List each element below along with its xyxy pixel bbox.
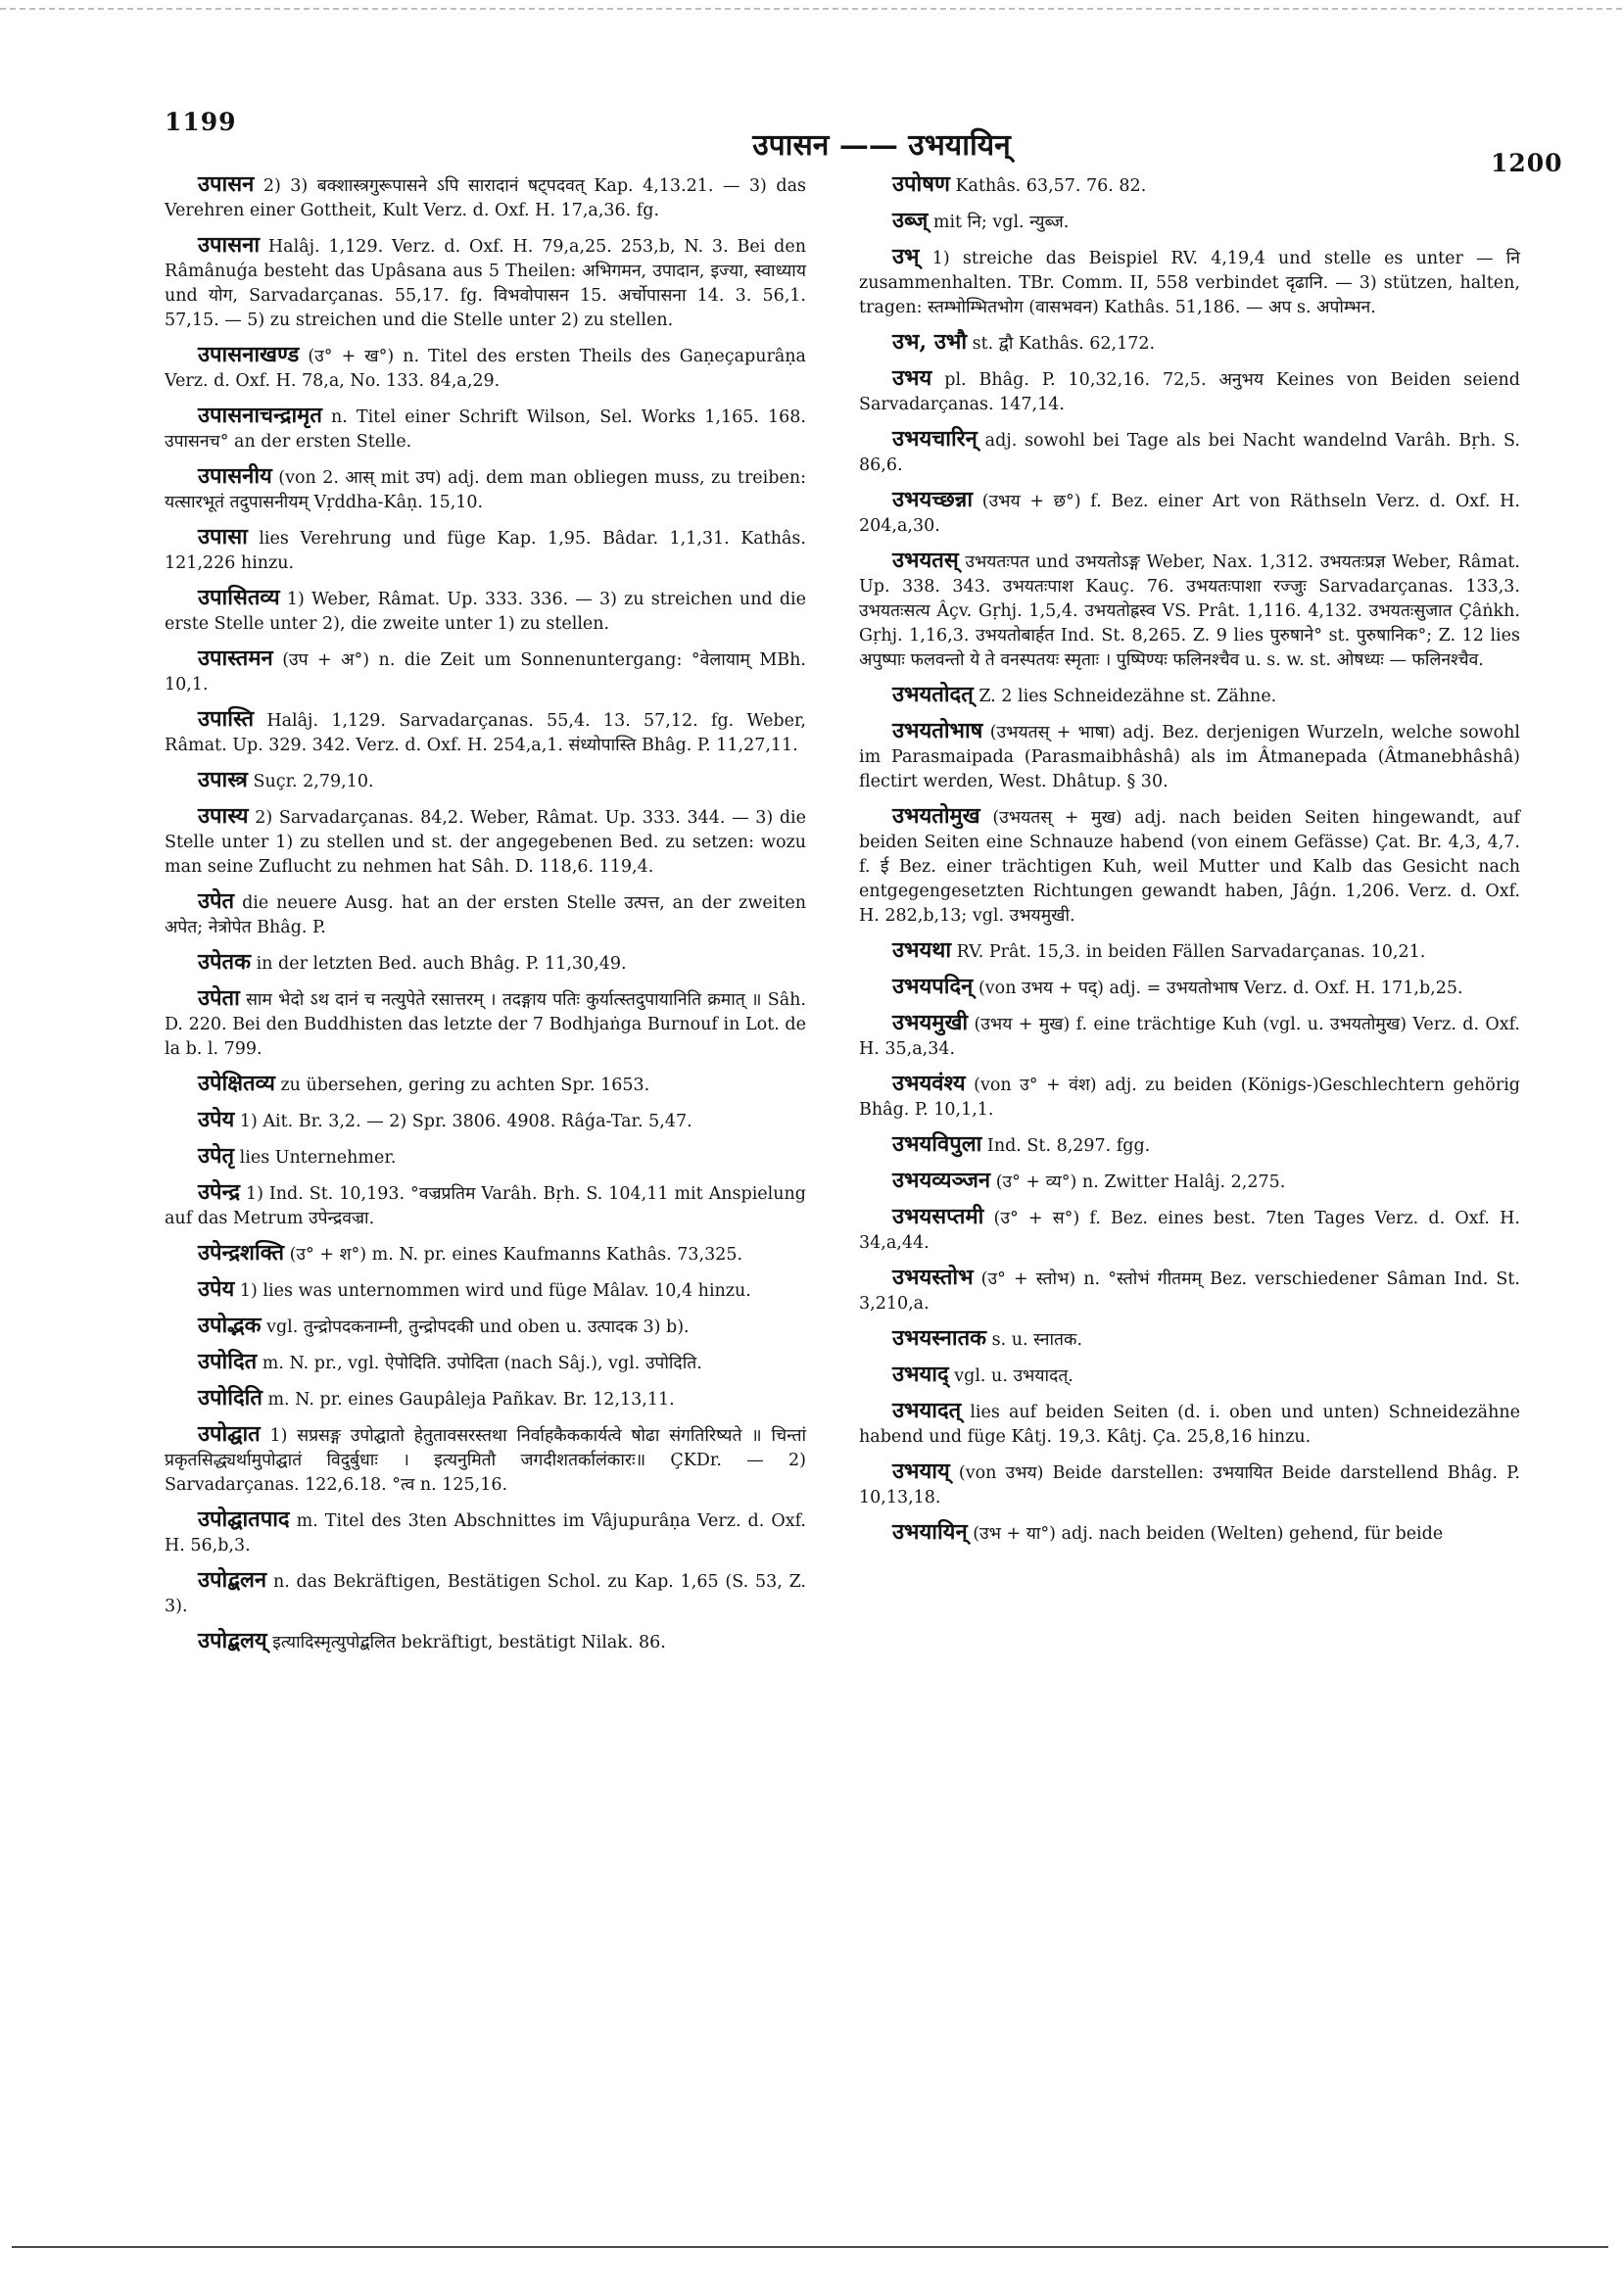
entry-text: (von 2. आस् mit उप) adj. dem man obliegen muss, zu treiben: यत्सारभूतं तदुपासनीयम् Vṛddha-Kâṇ. 15,10. (165, 468, 806, 512)
entry-text: (उभय + मुख) f. eine trächtige Kuh (vgl. u. उभयतोमुख) Verz. d. Oxf. H. 35,a,34. (859, 1015, 1520, 1059)
dictionary-entry (859, 804, 1520, 929)
entry-text: (उ° + स्तोभ) n. °स्तोभं गीतमम् Bez. verschiedener Sâman Ind. St. 3,210,a. (859, 1269, 1520, 1314)
entry-headword: उभयवंश्य (892, 1071, 966, 1096)
entry-text: m. N. pr. eines Gaupâleja Pañkav. Br. 12,13,11. (267, 1390, 675, 1410)
right-column (859, 172, 1520, 1556)
dictionary-entry (859, 1072, 1520, 1123)
entry-headword: उभयतस् (892, 548, 959, 573)
entry-text: vgl. u. उभयादत्. (954, 1366, 1073, 1386)
entry-text: 1) lies was unternommen wird und füge Mâlav. 10,4 hinzu. (239, 1281, 751, 1301)
dictionary-entry (859, 938, 1520, 965)
entry-headword: उभय (892, 365, 932, 391)
page-number-left: 1199 (165, 108, 237, 136)
entry-text: m. N. pr., vgl. ऐपोदिति. उपोदिता (nach Sâj.), vgl. उपोदिति. (262, 1354, 702, 1373)
entry-text: (von उभय) Beide darstellen: उभयायित Beide darstellend Bhâg. P. 10,13,18. (859, 1463, 1520, 1507)
dictionary-entry (859, 1520, 1520, 1547)
entry-headword: उपासन (198, 171, 255, 197)
entry-headword: उभयथा (892, 937, 952, 963)
entry-headword: उपोदित (198, 1349, 258, 1374)
dictionary-entry (165, 586, 806, 637)
dictionary-entry (859, 488, 1520, 539)
entry-text: साम भेदो ऽथ दानं च नत्युपेते रसात्तरम् । तदङ्गाय पतिः कुर्यात्स्तदुपायानिति क्रमात् ॥ Sâh. D. 220. Bei den Buddhisten das letzte der 7 Bodhjaṅga Burnouf in Lot. de la b. l. 799. (165, 990, 806, 1059)
entry-text: RV. Prât. 15,3. in beiden Fällen Sarvadarçanas. 10,21. (956, 942, 1426, 962)
dictionary-entry (859, 1169, 1520, 1195)
entry-headword: उपेक्षितव्य (198, 1071, 275, 1096)
entry-text: 1) सप्रसङ्ग उपोद्घातो हेतुतावसरस्तथा निर्वाहकैककार्यत्वे षोढा संगतिरिष्यते ॥ चिन्तां प्रकृतसिद्ध्यर्थामुपोद्घातं विदुर्बुधाः । इत्यनुमितौ जगदीशतर्कालंकारः॥ ÇKDr. — 2) Sarvadarçanas. 122,6.18. °त्व n. 125,16. (165, 1426, 806, 1495)
entry-headword: उपेतक (198, 949, 251, 975)
entry-text: (उभयतस् + मुख) adj. nach beiden Seiten hingewandt, auf beiden Seiten eine Schnauze habend (von einem Gefässe) Çat. Br. 4,3, 4,7. f. ई Bez. einer trächtigen Kuh, weil Mutter und Kalb das Gesicht nach entgegengesetzten Richtungen gewandt haben, Jâǵn. 1,206. Verz. d. Oxf. H. 282,b,13; vgl. उभयमुखी. (859, 808, 1520, 926)
entry-text: s. u. स्नातक. (991, 1330, 1083, 1350)
entry-text: Suçr. 2,79,10. (253, 772, 374, 791)
entry-text: (von उ° + वंश) adj. zu beiden (Königs-)Geschlechtern gehörig Bhâg. P. 10,1,1. (859, 1076, 1520, 1120)
dictionary-entry (165, 464, 806, 515)
entry-text: उभयतःपत und उभयतोऽङ्ग Weber, Nax. 1,312. उभयतःप्रज्ञ Weber, Râmat. Up. 338. 343. उभयतःपाश Kauç. 76. उभयतःपाशा रज्जुः Sarvadarçanas. 133,3. उभयतःसत्य Âçv. Gṛhj. 1,5,4. उभयतोह्रस्व VS. Prât. 1,116. 4,132. उभयतःसुजात Çâṅkh. Gṛhj. 1,16,3. उभयतोबार्हत Ind. St. 8,265. Z. 9 lies पुरुषाने° st. पुरुषानिक°; Z. 12 lies अपुष्पाः फलवन्तो ये ते वनस्पतयः स्मृताः । पुष्पिण्यः फलिनश्चैव u. s. w. st. ओषध्यः — फलिनश्चैव. (859, 552, 1520, 670)
entry-headword: उपासनीय (198, 463, 272, 489)
entry-headword: उपोद्बलय् (198, 1628, 267, 1653)
dictionary-entry (859, 975, 1520, 1001)
dictionary-entry (859, 1363, 1520, 1389)
entry-text: die neuere Ausg. hat an der ersten Stelle उत्पत्त, an der zweiten अपेत; नेत्रोपेत Bhâg. P. (165, 893, 806, 937)
entry-text: Kathâs. 63,57. 76. 82. (955, 176, 1147, 196)
entry-headword: उपेता (198, 985, 240, 1011)
entry-headword: उब्ज् (892, 208, 929, 233)
entry-text: adj. sowohl bei Tage als bei Nacht wandelnd Varâh. Bṛh. S. 86,6. (859, 431, 1520, 475)
dictionary-entry (165, 646, 806, 697)
dictionary-entry (859, 1011, 1520, 1062)
running-head: उपासन —— उभयायिन् (752, 128, 1011, 163)
entry-text: (उप + अ°) n. die Zeit um Sonnenuntergang: °वेलायाम् MBh. 10,1. (165, 650, 806, 694)
dictionary-entry (165, 1277, 806, 1304)
entry-headword: उभ, उभौ (892, 329, 968, 355)
entry-headword: उपेतृ (198, 1143, 235, 1169)
entry-text: m. Titel des 3ten Abschnittes im Vâjupurâṇa Verz. d. Oxf. H. 56,b,3. (165, 1511, 806, 1555)
dictionary-entry (165, 1144, 806, 1171)
entry-text: lies Unternehmer. (239, 1148, 397, 1168)
entry-headword: उभयाय् (892, 1459, 950, 1484)
page-number-right: 1200 (1491, 149, 1563, 177)
entry-headword: उभयपदिन् (892, 974, 974, 999)
entry-text: in der letzten Bed. auch Bhâg. P. 11,30,49. (256, 954, 627, 974)
dictionary-entry (165, 1180, 806, 1231)
dictionary-entry (859, 172, 1520, 199)
dictionary-entry (165, 768, 806, 794)
entry-headword: उभयमुखी (892, 1010, 969, 1035)
entry-text: zu übersehen, gering zu achten Spr. 1653. (280, 1076, 650, 1095)
entry-headword: उपेय (198, 1107, 235, 1132)
entry-text: Halâj. 1,129. Verz. d. Oxf. H. 79,a,25. 253,b, N. 3. Bei den Râmânuǵa besteht das Upâsana aus 5 Theilen: अभिगमन, उपादान, इज्या, स्वाध्याय und योग, Sarvadarçanas. 55,17. fg. विभवोपासन 15. अर्चोपासना 14. 3. 56,1. 57,15. — 5) zu streichen und die Stelle unter 2) zu stellen. (165, 237, 806, 330)
entry-text: इत्यादिस्मृत्युपोद्बलित bekräftigt, bestätigt Nilak. 86. (272, 1633, 666, 1652)
entry-text: Halâj. 1,129. Sarvadarçanas. 55,4. 13. 57,12. fg. Weber, Râmat. Up. 329. 342. Verz. d. Oxf. H. 254,a,1. संध्योपास्ति Bhâg. P. 11,27,11. (165, 711, 806, 755)
dictionary-entry (859, 1459, 1520, 1510)
entry-headword: उभयचारिन् (892, 426, 978, 452)
dictionary-entry (165, 1507, 806, 1558)
dictionary-entry (165, 404, 806, 454)
dictionary-entry (165, 233, 806, 333)
entry-headword: उभयसप्तमी (892, 1204, 984, 1229)
entry-text: st. द्वौ Kathâs. 62,172. (972, 334, 1156, 354)
entry-headword: उभयव्यञ्जन (892, 1168, 991, 1193)
entry-text: (उ° + व्य°) n. Zwitter Halâj. 2,275. (995, 1172, 1286, 1192)
entry-text: (उ° + ख°) n. Titel des ersten Theils des Gaṇeçapurâṇa Verz. d. Oxf. H. 78,a, No. 133. 84,a,29. (165, 347, 806, 391)
dictionary-entry (165, 343, 806, 394)
entry-headword: उभ् (892, 244, 920, 269)
dictionary-entry (165, 1314, 806, 1340)
dictionary-entry (165, 1422, 806, 1498)
entry-headword: उभयविपुला (892, 1131, 982, 1157)
entry-text: (उभ + या°) adj. nach beiden (Welten) gehend, für beide (973, 1524, 1444, 1544)
entry-headword: उपास्तमन (198, 646, 273, 671)
entry-headword: उभयादत् (892, 1398, 962, 1423)
entry-headword: उपोद्घात (198, 1421, 261, 1447)
dictionary-entry (165, 525, 806, 576)
dictionary-entry (165, 1241, 806, 1268)
dictionary-entry (859, 366, 1520, 417)
entry-text: 1) Ind. St. 10,193. °वज्रप्रतिम Varâh. Bṛh. S. 104,11 mit Anspielung auf das Metrum उपेन्द्रवज्रा. (165, 1184, 806, 1228)
dictionary-entry (859, 1326, 1520, 1353)
entry-text: 2) Sarvadarçanas. 84,2. Weber, Râmat. Up. 333. 344. — 3) die Stelle unter 1) zu stellen und st. der angegebenen Bed. zu setzen: wozu man seine Zuflucht zu nehmen hat Sâh. D. 118,6. 119,4. (165, 808, 806, 877)
entry-text: lies auf beiden Seiten (d. i. oben und unten) Schneidezähne habend und füge Kâtj. 19,3. Kâtj. Ça. 25,8,16 hinzu. (859, 1403, 1520, 1447)
entry-text: (von उभय + पद्) adj. = उभयतोभाष Verz. d. Oxf. H. 171,b,25. (978, 979, 1463, 998)
entry-text: (उ° + स°) f. Bez. eines best. 7ten Tages Verz. d. Oxf. H. 34,a,44. (859, 1209, 1520, 1253)
entry-text: (उभय + छ°) f. Bez. einer Art von Räthseln Verz. d. Oxf. H. 204,a,30. (859, 492, 1520, 536)
dictionary-entry (859, 1266, 1520, 1316)
entry-text: lies Verehrung und füge Kap. 1,95. Bâdar. 1,1,31. Kathâs. 121,226 hinzu. (165, 529, 806, 573)
entry-headword: उपेय (198, 1276, 235, 1302)
entry-headword: उपासनाचन्द्रामृत (198, 403, 322, 428)
dictionary-entry (165, 707, 806, 758)
dictionary-entry (859, 330, 1520, 357)
dictionary-entry (165, 804, 806, 880)
entry-headword: उपास्ति (198, 706, 255, 732)
dictionary-entry (165, 1108, 806, 1134)
entry-headword: उपेन्द्र (198, 1179, 241, 1205)
entry-headword: उपास्य (198, 803, 249, 829)
entry-headword: उभयाद् (892, 1362, 949, 1387)
entry-headword: उपासितव्य (198, 585, 280, 610)
entry-headword: उपोदिति (198, 1385, 262, 1411)
entry-text: 1) Weber, Râmat. Up. 333. 336. — 3) zu streichen und die erste Stelle unter 2), die zweite unter 1) zu stellen. (165, 590, 806, 634)
dictionary-entry (859, 209, 1520, 235)
dictionary-entry (165, 1350, 806, 1376)
entry-headword: उभयतोभाष (892, 718, 983, 743)
dictionary-entry (859, 683, 1520, 709)
entry-headword: उपोद्भक (198, 1313, 262, 1338)
dictionary-entry (165, 1568, 806, 1619)
entry-headword: उभयायिन् (892, 1519, 968, 1545)
entry-headword: उपास्त्र (198, 767, 248, 792)
dictionary-entry (165, 172, 806, 223)
entry-headword: उभयतोमुख (892, 803, 980, 829)
entry-text: (उभयतस् + भाषा) adj. Bez. derjenigen Wurzeln, welche sowohl im Parasmaipada (Parasmaibhâshâ) als im Âtmanepada (Âtmanebhâshâ) flectirt werden, West. Dhâtup. § 30. (859, 723, 1520, 791)
entry-text: 2) 3) बक्शास्त्रगुरूपासने ऽपि सारादानं षट्पदवत् Kap. 4,13.21. — 3) das Verehren einer Gottheit, Kult Verz. d. Oxf. H. 17,a,36. fg. (165, 176, 806, 220)
entry-text: pl. Bhâg. P. 10,32,16. 72,5. अनुभय Keines von Beiden seiend Sarvadarçanas. 147,14. (859, 370, 1520, 414)
entry-headword: उभयच्छन्ना (892, 487, 974, 512)
entry-headword: उपोद्बलन (198, 1567, 267, 1593)
entry-headword: उपासना (198, 232, 261, 258)
dictionary-entry (165, 1629, 806, 1655)
dictionary-entry (859, 1205, 1520, 1256)
dictionary-entry (859, 719, 1520, 794)
entry-text: Ind. St. 8,297. fgg. (986, 1136, 1151, 1156)
entry-headword: उपासनाखण्ड (198, 342, 300, 367)
dictionary-entry (859, 427, 1520, 478)
dictionary-entry (165, 950, 806, 977)
entry-text: mit नि; vgl. न्युब्ज. (932, 213, 1070, 232)
dictionary-entry (165, 889, 806, 940)
dictionary-entry (859, 1132, 1520, 1159)
entry-text: n. Titel einer Schrift Wilson, Sel. Works 1,165. 168. उपासनच° an der ersten Stelle. (165, 407, 806, 452)
footer-rule (12, 2246, 1608, 2248)
entry-text: vgl. तुन्द्रोपदकनाम्नी, तुन्द्रोपदकी und oben u. उत्पादक 3) b). (266, 1317, 690, 1337)
dictionary-entry (859, 1399, 1520, 1450)
left-column (165, 172, 806, 1665)
entry-text: n. das Bekräftigen, Bestätigen Schol. zu Kap. 1,65 (S. 53, Z. 3). (165, 1572, 806, 1616)
dictionary-entry (859, 549, 1520, 673)
dictionary-entry (165, 1386, 806, 1412)
entry-headword: उभयस्तोभ (892, 1265, 974, 1290)
entry-text: Z. 2 lies Schneidezähne st. Zähne. (978, 687, 1277, 706)
entry-text: 1) streiche das Beispiel RV. 4,19,4 und stelle es unter — नि zusammenhalten. TBr. Comm. II, 558 verbindet दृढानि. — 3) stützen, halten, tragen: स्तम्भोम्भितभोग (वासभवन) Kathâs. 51,186. — अप s. अपोम्भन. (859, 249, 1520, 317)
dictionary-entry (165, 1072, 806, 1098)
entry-headword: उपेन्द्रशक्ति (198, 1240, 285, 1266)
dictionary-entry (165, 986, 806, 1062)
entry-headword: उभयतोदत् (892, 682, 974, 707)
entry-headword: उपोद्घातपाद (198, 1507, 290, 1532)
dictionary-entry (859, 245, 1520, 320)
entry-headword: उपोषण (892, 171, 950, 197)
entry-text: (उ° + श°) m. N. pr. eines Kaufmanns Kathâs. 73,325. (289, 1245, 743, 1265)
entry-headword: उपेत (198, 888, 235, 914)
top-scan-edge (0, 8, 1622, 10)
entry-text: 1) Ait. Br. 3,2. — 2) Spr. 3806. 4908. Râǵa-Tar. 5,47. (239, 1112, 692, 1131)
entry-headword: उपासा (198, 524, 248, 550)
entry-headword: उभयस्नातक (892, 1325, 987, 1351)
